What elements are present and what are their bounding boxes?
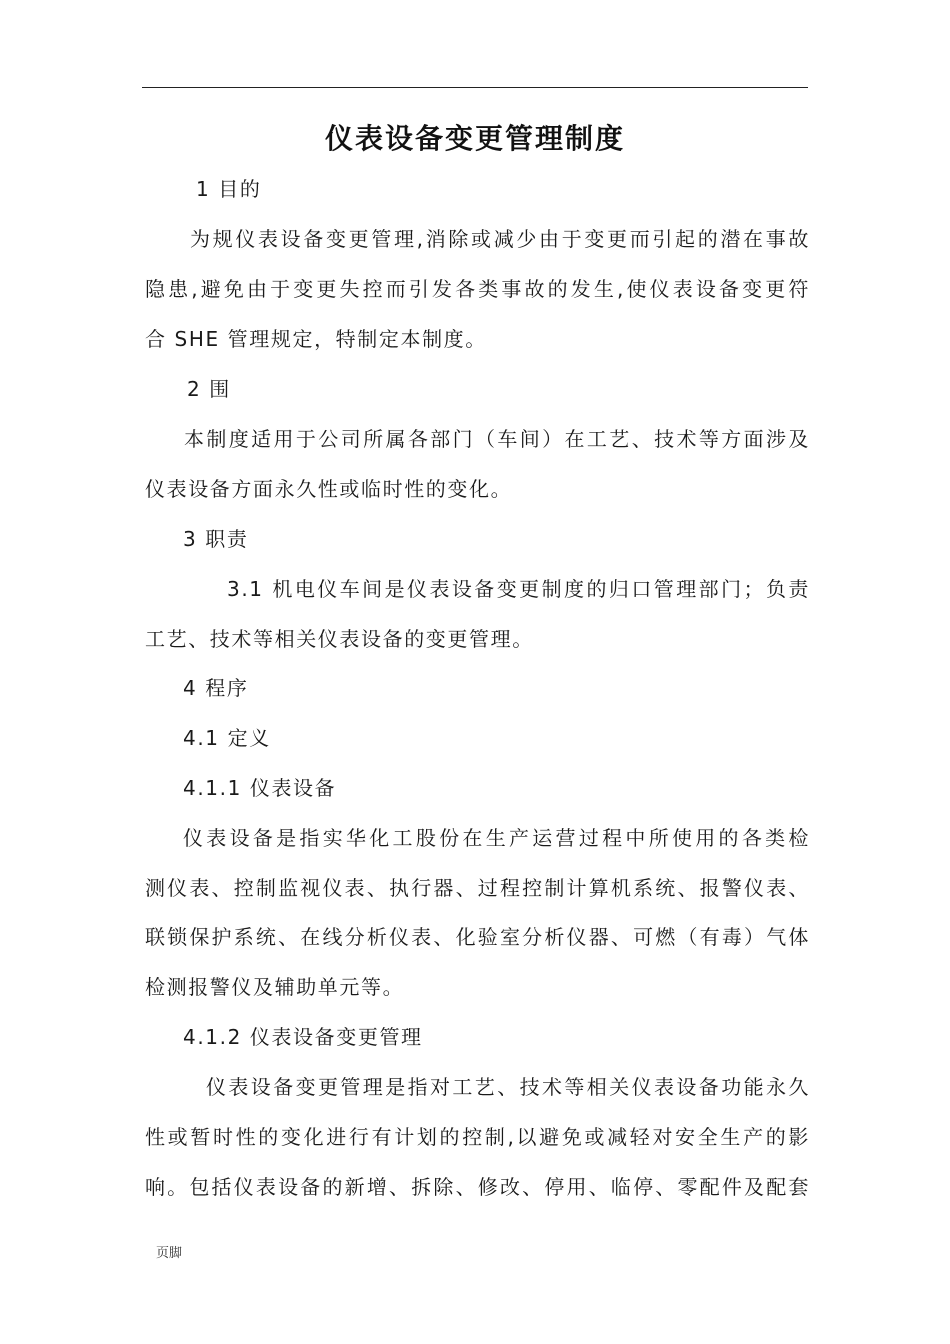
section-heading-responsibilities: 3 职责: [183, 527, 249, 551]
section-heading-purpose: 1 目的: [196, 177, 262, 201]
paragraph-line: 为规仪表设备变更管理,消除或减少由于变更而引起的潜在事故: [190, 227, 810, 251]
paragraph-line: 仪表设备是指实华化工股份在生产运营过程中所使用的各类检: [183, 826, 810, 850]
page-footer: 页脚: [156, 1246, 183, 1261]
header-rule: [142, 87, 808, 88]
paragraph-line: 工艺、技术等相关仪表设备的变更管理。: [145, 627, 534, 651]
paragraph-line: 测仪表、控制监视仪表、执行器、过程控制计算机系统、报警仪表、: [145, 876, 810, 900]
paragraph-line: 性或暂时性的变化进行有计划的控制,以避免或减轻对安全生产的影: [145, 1125, 810, 1149]
paragraph-line: 3.1 机电仪车间是仪表设备变更制度的归口管理部门；负责: [227, 577, 810, 601]
subsection-heading-instrument-equipment: 4.1.1 仪表设备: [183, 776, 337, 800]
paragraph-line: 检测报警仪及辅助单元等。: [145, 975, 405, 999]
subsection-heading-change-management: 4.1.2 仪表设备变更管理: [183, 1025, 423, 1049]
section-heading-scope: 2 围: [187, 377, 231, 401]
paragraph-line: 响。包括仪表设备的新增、拆除、修改、停用、临停、零配件及配套: [145, 1175, 810, 1199]
paragraph-line: 本制度适用于公司所属各部门（车间）在工艺、技术等方面涉及: [184, 427, 810, 451]
section-heading-procedure: 4 程序: [183, 676, 249, 700]
document-title: 仪表设备变更管理制度: [324, 122, 625, 155]
subsection-heading-definition: 4.1 定义: [183, 726, 271, 750]
paragraph-line: 联锁保护系统、在线分析仪表、化验室分析仪器、可燃（有毒）气体: [145, 925, 810, 949]
paragraph-line: 仪表设备方面永久性或临时性的变化。: [145, 477, 513, 501]
paragraph-line: 隐患,避免由于变更失控而引发各类事故的发生,使仪表设备变更符: [145, 277, 810, 301]
paragraph-line: 合 SHE 管理规定，特制定本制度。: [145, 327, 487, 351]
paragraph-line: 仪表设备变更管理是指对工艺、技术等相关仪表设备功能永久: [206, 1075, 810, 1099]
